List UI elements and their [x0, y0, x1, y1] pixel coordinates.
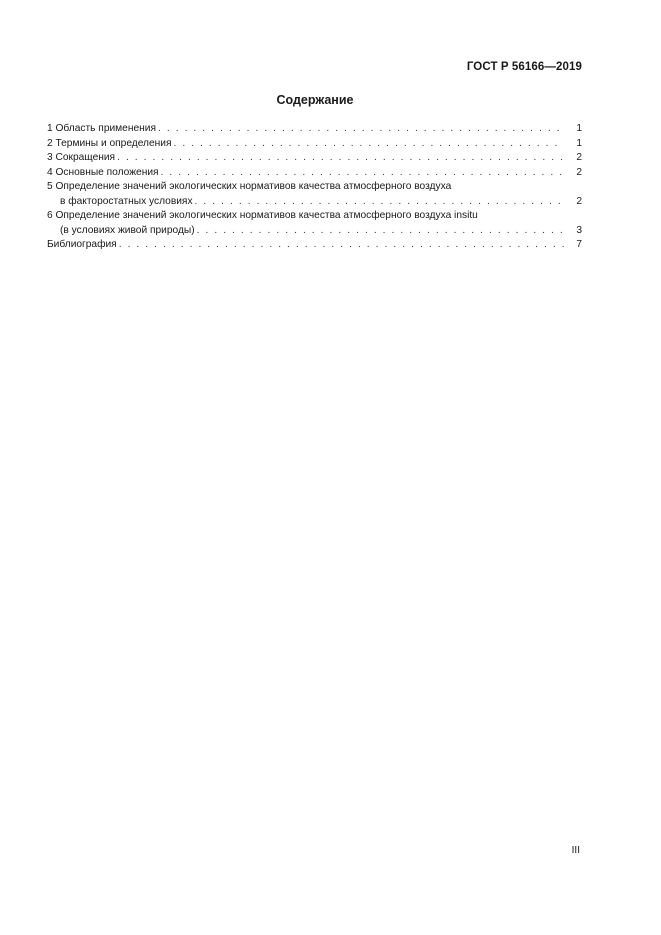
- toc-entry-label: 3 Сокращения: [47, 152, 116, 163]
- toc-entry-label: 6 Определение значений экологических нормативов качества атмосферного воздуха insitu: [47, 210, 478, 221]
- toc-entry-label: 5 Определение значений экологических нормативов качества атмосферного воздуха: [47, 181, 452, 192]
- toc-leader-dots: [195, 195, 564, 210]
- toc-entry-page: 2: [576, 195, 582, 207]
- toc-leader-dots: [197, 224, 564, 239]
- toc-entry-label: 1 Область применения: [47, 123, 156, 134]
- toc-entry-factorostatic[interactable]: [47, 180, 582, 209]
- toc-entry-general-provisions[interactable]: [47, 166, 582, 181]
- toc-entry-scope[interactable]: [47, 122, 582, 137]
- toc-leader-dots: [117, 151, 564, 166]
- toc-leader-dots: [119, 238, 564, 253]
- toc-entry-page: 2: [576, 166, 582, 178]
- toc-entry-label: 2 Термины и определения: [47, 137, 172, 149]
- toc-entry-page: 1: [576, 123, 582, 134]
- document-code: ГОСТ Р 56166—2019: [466, 61, 582, 73]
- toc-entry-label: 4 Основные положения: [47, 166, 159, 178]
- toc-entry-page: 3: [576, 224, 582, 236]
- toc-entry-abbreviations[interactable]: [47, 151, 582, 166]
- toc-entry-page: 7: [576, 239, 582, 250]
- toc-entry-terms[interactable]: [47, 137, 582, 152]
- toc-title: Содержание: [276, 93, 354, 107]
- toc-entry-label-continued: (в условиях живой природы): [60, 224, 195, 236]
- toc-entry-page: 1: [576, 137, 582, 149]
- page-number: III: [571, 845, 580, 856]
- toc-entry-page: 2: [576, 152, 582, 163]
- toc-leader-dots: [161, 166, 564, 181]
- table-of-contents: [47, 122, 582, 253]
- toc-leader-dots: [173, 137, 564, 152]
- toc-entry-label: Библиография: [47, 239, 117, 250]
- toc-entry-label-continued: в факторостатных условиях: [60, 195, 193, 207]
- toc-leader-dots: [158, 122, 564, 137]
- toc-entry-insitu[interactable]: [47, 209, 582, 238]
- toc-entry-bibliography[interactable]: [47, 238, 582, 253]
